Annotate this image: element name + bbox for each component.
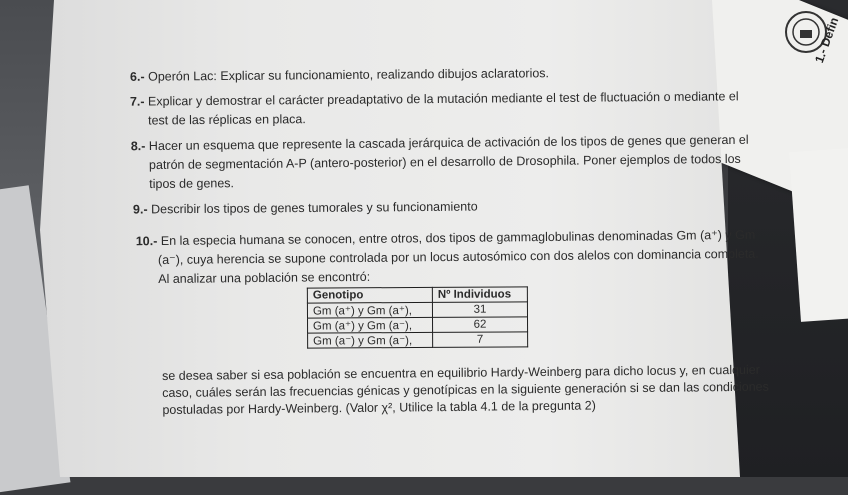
question-7: [130, 87, 739, 130]
question-text: patrón de segmentación A-P (antero-posterior) en el desarrollo de Drosophila. Poner ejemplos de todos los: [148, 151, 741, 173]
question-number: 8.-: [130, 139, 146, 154]
genotype-cell: Gm (a⁺) y Gm (a⁺),: [307, 302, 432, 318]
table-row: [308, 332, 528, 348]
paragraph-line: postuladas por Hardy-Weinberg. (Valor χ², Utilice la tabla 4.1 de la pregunta 2): [162, 398, 596, 417]
question-number: 9.-: [132, 202, 148, 217]
question-text: Describir los tipos de genes tumorales y su funcionamiento: [151, 199, 478, 217]
question-text: Operón Lac: Explicar su funcionamiento, realizando dibujos aclaratorios.: [148, 66, 550, 84]
paragraph-line: caso, cuáles serán las frecuencias génicas y genotípicas en la siguiente generación si se dan las condiciones: [162, 379, 769, 400]
question-10: [136, 226, 759, 290]
question-number: 10.-: [135, 234, 158, 249]
question-6: [130, 64, 549, 87]
question-number: 6.-: [129, 69, 145, 84]
table-row: [308, 317, 528, 333]
count-cell: 62: [432, 317, 527, 332]
question-8: [131, 131, 749, 194]
genotype-cell: Gm (a⁺) y Gm (a⁻),: [308, 317, 433, 333]
question-9: [133, 197, 478, 219]
question-text: Al analizar una población se encontró:: [158, 269, 371, 287]
question-text: En la especia humana se conocen, entre otros, dos tipos de gammaglobulinas denominadas Gm (a⁺) y Gm: [160, 227, 756, 248]
table-header-row: [307, 287, 527, 303]
question-text: tipos de genes.: [149, 176, 235, 192]
count-cell: 31: [432, 302, 527, 317]
question-text: Hacer un esquema que represente la cascada jerárquica de activación de los tipos de genes que generan el: [148, 132, 749, 154]
question-10-paragraph: [162, 362, 769, 419]
corner-label: 1.- Defin: [812, 15, 842, 65]
question-number: 7.-: [129, 94, 145, 109]
genotype-table: [307, 286, 528, 348]
question-text: Explicar y demostrar el carácter preadaptativo de la mutación mediante el test de fluctuación o mediante el: [147, 89, 739, 109]
table-header: Genotipo: [307, 287, 432, 303]
genotype-cell: Gm (a⁻) y Gm (a⁻),: [308, 332, 433, 348]
question-text: test de las réplicas en placa.: [148, 112, 306, 128]
count-cell: 7: [433, 332, 528, 347]
paragraph-line: se desea saber si esa población se encuentra en equilibrio Hardy-Weinberg para dicho locus y, en cualquier: [162, 362, 760, 383]
table-row: [307, 302, 527, 318]
table-header: Nº Individuos: [432, 287, 527, 302]
question-text: (a⁻), cuya herencia se supone controlada por un locus autosómico con dos alelos con dominancia completa.: [157, 246, 759, 268]
